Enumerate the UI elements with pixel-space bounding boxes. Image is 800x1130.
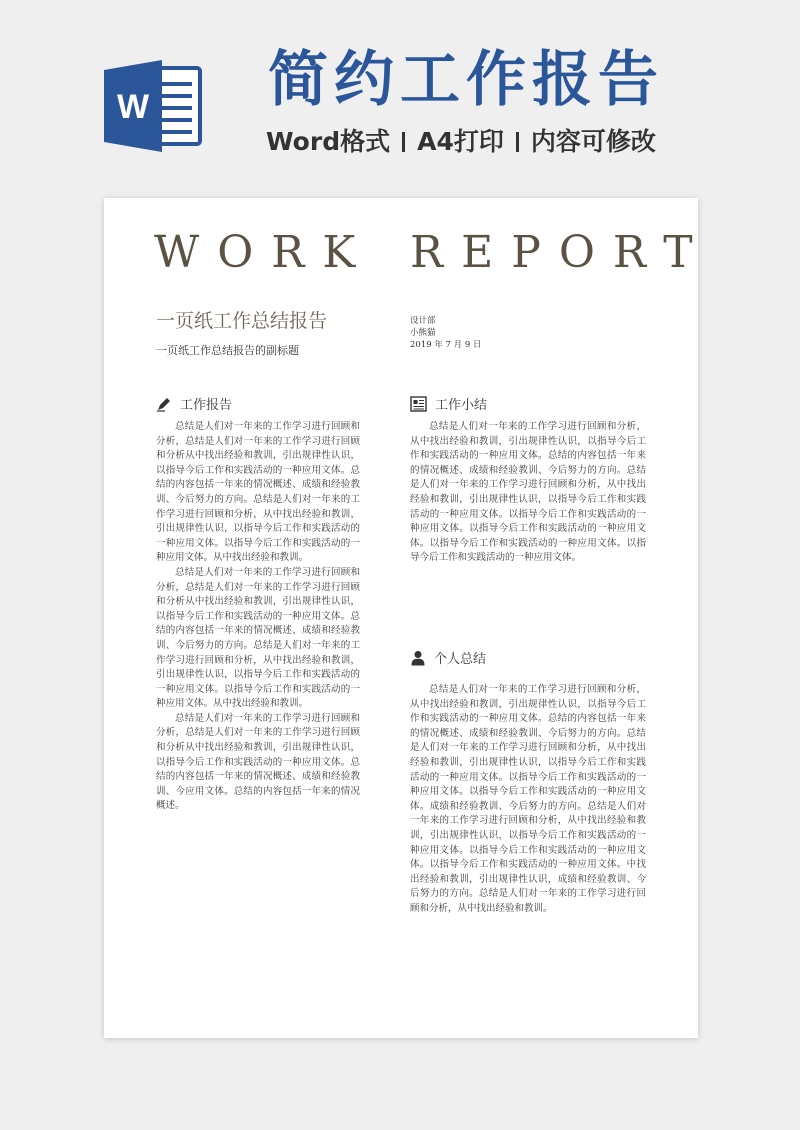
report-paragraph: 总结是人们对一年来的工作学习进行回顾和分析，总结是人们对一年来的工作学习进行回顾和分析从中找出经验和教训，引出规律性认识，以指导今后工作和实践活动的一种应用文体。总结的内容包括一年来的情况概述、成绩和经验教训、今后努力的方向。总结是人们对一年来的工作学习进行回顾和分析，从中找出经验和教训，引出规律性认识，以指导今后工作和实践活动的一种应用文体。以指导今后工作和实践活动的一种应用文体。从中找出经验和教训。 bbox=[156, 566, 360, 710]
separator bbox=[516, 132, 519, 152]
logo-letter: W bbox=[116, 88, 150, 126]
document-meta bbox=[410, 315, 481, 351]
section-personal-body bbox=[410, 683, 646, 917]
word-logo-icon bbox=[104, 58, 204, 154]
section-report-heading bbox=[156, 394, 232, 413]
section-summary-title: 工作小结 bbox=[435, 398, 488, 413]
banner-tags bbox=[266, 124, 706, 160]
section-report-body bbox=[156, 420, 360, 814]
tag-editable: 内容可修改 bbox=[530, 127, 656, 156]
report-paragraph: 总结是人们对一年来的工作学习进行回顾和分析，总结是人们对一年来的工作学习进行回顾和分析从中找出经验和教训，引出规律性认识，以指导今后工作和实践活动的一种应用文体。总结的内容包括一年来的情况概述、成绩和经验教训、今应用文体。总结的内容包括一年来的情况概述。 bbox=[156, 712, 360, 812]
document-title: 一页纸工作总结报告 bbox=[156, 310, 328, 332]
meta-author: 小熊猫 bbox=[410, 328, 436, 338]
section-summary-heading bbox=[410, 394, 487, 413]
section-personal-heading bbox=[410, 648, 486, 667]
section-report-title: 工作报告 bbox=[180, 398, 233, 413]
personal-paragraph: 总结是人们对一年来的工作学习进行回顾和分析，从中找出经验和教训，引出规律性认识，以指导今后工作和实践活动的一种应用文体。总结的内容包括一年来的情况概述、成绩和经验教训、今后努力的方向。总结是人们对一年来的工作学习进行回顾和分析，从中找出经验和教训，引出规律性认识，以指导今后工作和实践活动的一种应用文体。以指导今后工作和实践活动的一种应用文体。以指导今后工作和实践活动的一种应用文体。成绩和经验教训、今后努力的方向。总结是人们对一年来的工作学习进行回顾和分析，从中找出经验和教训，引出规律性认识，以指导今后工作和实践活动的一种应用文体。以指导今后工作和实践活动的一种应用文体。以指导今后工作和实践活动的一种应用文体。中找出经验和教训，引出规律性认识，成绩和经验教训、今后努力的方向。总结是人们对一年来的工作学习进行回顾和分析，从中找出经验和教训。 bbox=[410, 684, 646, 914]
separator bbox=[402, 132, 405, 152]
meta-date: 2019 年 7 月 9 日 bbox=[410, 340, 482, 350]
newspaper-icon bbox=[410, 396, 427, 412]
document-page bbox=[104, 198, 711, 1038]
heading-report: REPORT bbox=[410, 227, 711, 278]
person-icon bbox=[410, 650, 426, 666]
heading-work: WORK bbox=[154, 227, 374, 278]
section-summary-body bbox=[410, 420, 646, 566]
summary-paragraph: 总结是人们对一年来的工作学习进行回顾和分析，从中找出经验和教训，引出规律性认识，以指导今后工作和实践活动的一种应用文体。总结的内容包括一年来的情况概述、成绩和经验教训、今后努力的方向。总结是人们对一年来的工作学习进行回顾和分析，从中找出经验和教训，引出规律性认识，以指导今后工作和实践活动的一种应用文体。以指导今后工作和实践活动的一种应用文体。以指导今后工作和实践活动的一种应用文体。以指导今后工作和实践活动的一种应用文体。以指导今后工作和实践活动的一种应用文体。 bbox=[410, 421, 646, 564]
pen-icon bbox=[156, 396, 172, 412]
banner bbox=[0, 0, 800, 190]
document-subtitle: 一页纸工作总结报告的副标题 bbox=[156, 344, 299, 357]
banner-title: 简约工作报告 bbox=[268, 45, 664, 115]
report-paragraph: 总结是人们对一年来的工作学习进行回顾和分析，总结是人们对一年来的工作学习进行回顾和分析从中找出经验和教训，引出规律性认识，以指导今后工作和实践活动的一种应用文体。总结的内容包括一年来的情况概述、成绩和经验教训、今后努力的方向。总结是人们对一年来的工作学习进行回顾和分析，从中找出经验和教训，引出规律性认识，以指导今后工作和实践活动的一种应用文体。以指导今后工作和实践活动的一种应用文体。从中找出经验和教训。 bbox=[156, 421, 360, 564]
meta-department: 设计部 bbox=[410, 316, 436, 326]
tag-print: A4打印 bbox=[417, 127, 504, 156]
section-personal-title: 个人总结 bbox=[434, 652, 487, 667]
tag-format: Word格式 bbox=[266, 127, 391, 156]
